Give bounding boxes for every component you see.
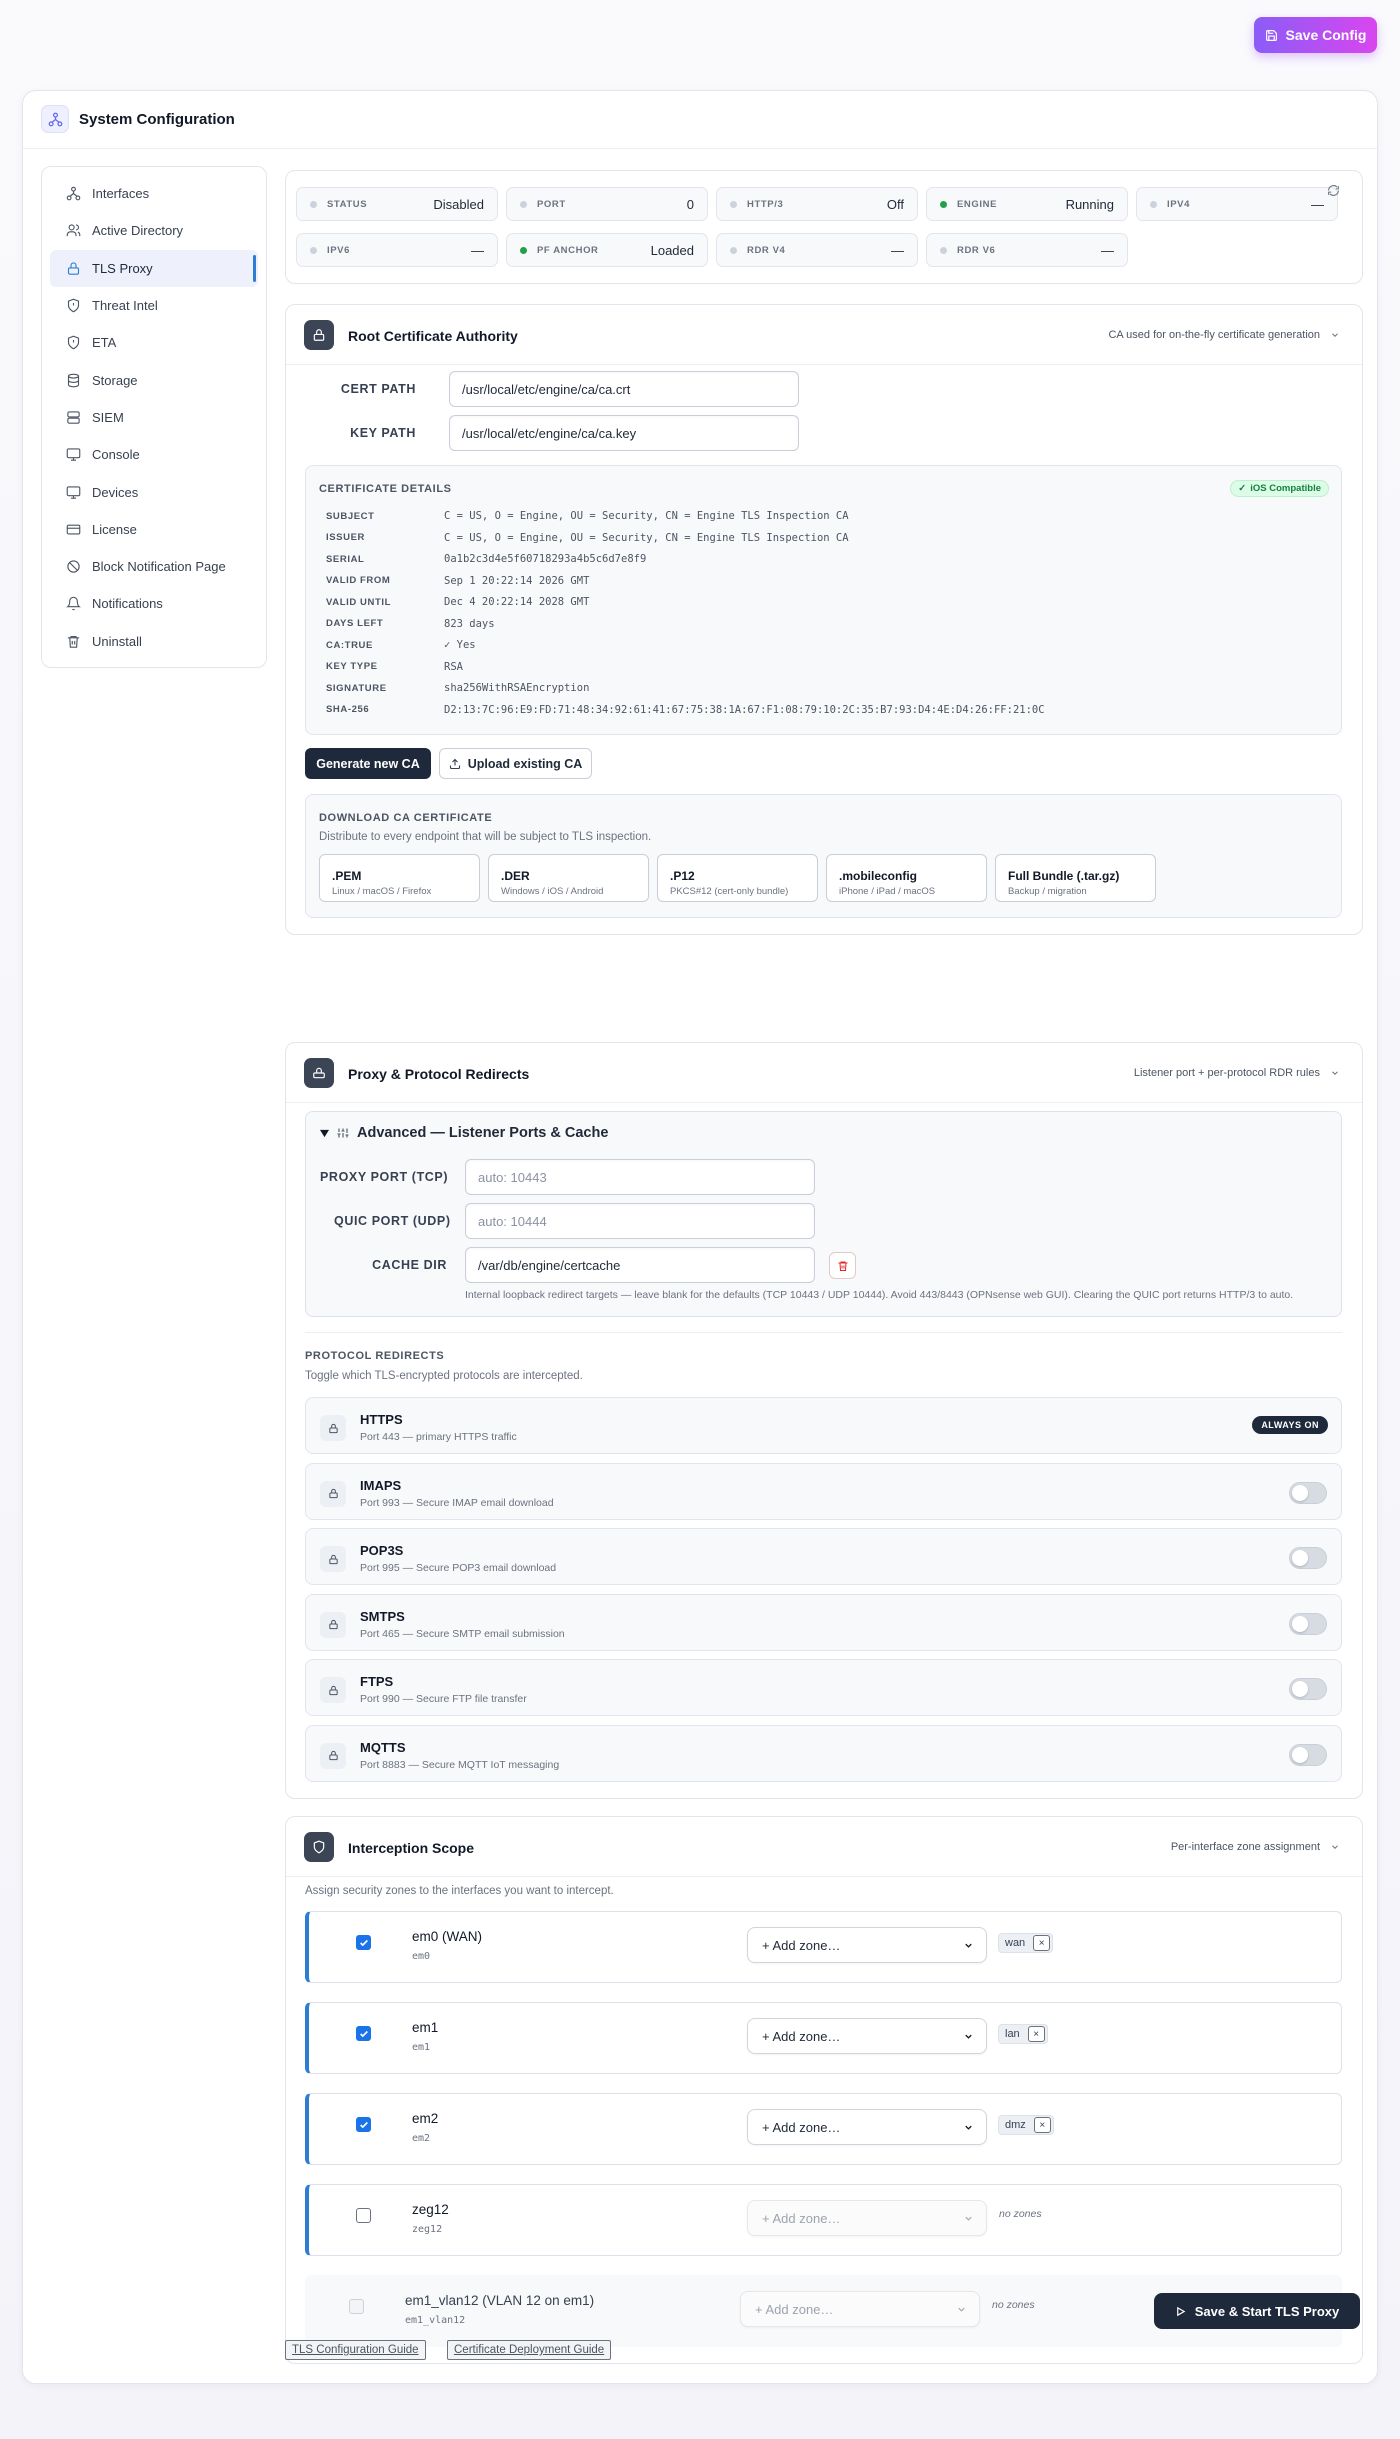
badge-label: iOS Compatible <box>1250 483 1321 494</box>
trash-icon <box>837 1260 849 1272</box>
add-zone-label: + Add zone… <box>762 2028 841 2044</box>
no-zones-text: no zones <box>999 2208 1042 2220</box>
status-dot <box>940 247 947 254</box>
download-platforms: Linux / macOS / Firefox <box>332 886 432 897</box>
cert-detail-row <box>326 528 849 548</box>
detail-value: D2:13:7C:96:E9:FD:71:48:34:92:61:41:67:75:38:1A:67:F1:08:79:10:2C:35:B7:93:D4:4E:D4:26:FF:21:0C <box>444 703 1045 716</box>
save-start-tls-proxy-button[interactable] <box>1154 2293 1360 2329</box>
download-format: .DER <box>501 869 530 883</box>
upload-icon <box>449 758 461 770</box>
download-format: .PEM <box>332 869 362 883</box>
sidebar-item-storage[interactable] <box>50 361 258 398</box>
protocol-row-imaps <box>305 1463 1342 1520</box>
detail-value: C = US, O = Engine, OU = Security, CN = Engine TLS Inspection CA <box>444 531 849 544</box>
zone-tag <box>998 2024 1048 2044</box>
status-value: — <box>1311 196 1324 212</box>
cert-detail-row <box>326 657 463 677</box>
chevron-down-icon[interactable] <box>1330 330 1340 340</box>
zone-tag-label: lan <box>1005 2028 1020 2040</box>
download-bundle-button[interactable] <box>995 854 1156 902</box>
chevron-down-icon[interactable] <box>1330 1842 1340 1852</box>
status-label: IPV4 <box>1167 198 1190 210</box>
upload-ca-label: Upload existing CA <box>467 756 583 771</box>
smtps-toggle[interactable] <box>1289 1613 1327 1635</box>
protocol-row-https <box>305 1397 1342 1454</box>
add-zone-label: + Add zone… <box>762 2119 841 2135</box>
cache-dir-input[interactable] <box>465 1247 815 1283</box>
protocol-description: Port 8883 — Secure MQTT IoT messaging <box>360 1758 560 1771</box>
status-panel <box>285 170 1363 284</box>
section-meta: CA used for on-the-fly certificate generation <box>1108 329 1320 341</box>
sidebar-item-label: Active Directory <box>92 223 184 239</box>
cert-detail-row <box>326 614 495 634</box>
status-dot <box>310 247 317 254</box>
protocol-name: HTTPS <box>360 1412 403 1427</box>
key-path-label: KEY PATH <box>350 426 416 440</box>
chevron-down-icon <box>963 1940 974 1951</box>
lock-icon <box>320 1415 346 1441</box>
sidebar-item-label: Uninstall <box>92 633 142 649</box>
sidebar-item-label: Console <box>92 447 140 463</box>
detail-key: SUBJECT <box>326 510 375 522</box>
status-value: — <box>891 242 904 258</box>
download-format: .P12 <box>670 869 695 883</box>
add-zone-select[interactable] <box>747 2200 987 2236</box>
sidebar-item-label: TLS Proxy <box>92 260 153 276</box>
protocol-redirects-subtitle: Toggle which TLS-encrypted protocols are intercepted. <box>305 1370 583 1382</box>
protocol-redirects-title: PROTOCOL REDIRECTS <box>305 1350 445 1362</box>
download-mobileconfig-button[interactable] <box>826 854 987 902</box>
advanced-toggle[interactable] <box>320 1125 608 1141</box>
sidebar-item-eta[interactable] <box>50 324 258 361</box>
sidebar-item-label: Block Notification Page <box>92 559 226 575</box>
protocol-name: FTPS <box>360 1674 394 1689</box>
zone-tag-label: dmz <box>1005 2119 1026 2131</box>
monitor-icon <box>66 447 81 462</box>
protocol-row-ftps <box>305 1659 1342 1716</box>
chevron-down-icon <box>956 2304 967 2315</box>
cert-detail-row <box>326 549 646 569</box>
sidebar <box>41 166 267 668</box>
status-chip-rdr-v4 <box>716 233 918 267</box>
status-chip-pf-anchor <box>506 233 708 267</box>
detail-value: Sep 1 20:22:14 2026 GMT <box>444 574 590 587</box>
lock-icon <box>66 261 81 276</box>
sidebar-item-notifications[interactable] <box>50 585 258 622</box>
add-zone-label: + Add zone… <box>755 2301 834 2317</box>
protocol-name: IMAPS <box>360 1477 402 1493</box>
protocol-description: Port 465 — Secure SMTP email submission <box>360 1627 565 1640</box>
cert-detail-row <box>326 571 589 591</box>
interface-name: em2 <box>412 2111 439 2126</box>
sidebar-item-tls-proxy[interactable] <box>50 250 258 287</box>
detail-key: SERIAL <box>326 553 365 565</box>
status-label: PORT <box>537 198 566 210</box>
status-label: RDR V4 <box>747 244 786 256</box>
network-icon <box>66 186 81 201</box>
certificate-deployment-guide-link[interactable]: Certificate Deployment Guide <box>447 2340 611 2360</box>
add-zone-label: + Add zone… <box>762 2210 841 2226</box>
protocol-description: Port 443 — primary HTTPS traffic <box>360 1431 517 1443</box>
interface-id: em1_vlan12 <box>405 2315 466 2326</box>
zone-tag-label: wan <box>1005 1937 1026 1949</box>
interface-checkbox[interactable] <box>356 1935 371 1950</box>
key-path-input[interactable] <box>449 415 799 451</box>
chevron-down-icon <box>963 2122 974 2133</box>
cert-path-input[interactable] <box>449 371 799 407</box>
detail-key: VALID FROM <box>326 575 391 586</box>
interface-id: em2 <box>412 2133 431 2144</box>
protocol-name: MQTTS <box>360 1739 406 1755</box>
sliders-icon <box>337 1127 349 1139</box>
no-zones-text: no zones <box>992 2299 1035 2311</box>
status-chip-ipv6 <box>296 233 498 267</box>
interception-scope-section <box>285 1816 1363 2364</box>
interface-id: em1 <box>412 2042 431 2053</box>
status-dot <box>1150 201 1157 208</box>
download-platforms: PKCS#12 (cert-only bundle) <box>670 886 789 897</box>
certificate-details <box>305 465 1342 735</box>
add-zone-select <box>740 2291 980 2327</box>
detail-value: RSA <box>444 660 463 673</box>
save-start-label: Save & Start TLS Proxy <box>1194 2303 1340 2319</box>
status-label: HTTP/3 <box>747 198 784 210</box>
check-icon: ✓ <box>1238 483 1247 494</box>
sidebar-item-label: SIEM <box>92 409 124 425</box>
detail-key: KEY TYPE <box>326 661 378 672</box>
status-dot <box>730 247 737 254</box>
status-chip-status <box>296 187 498 221</box>
sidebar-item-label: Threat Intel <box>92 298 158 314</box>
add-zone-select[interactable] <box>747 2018 987 2054</box>
pop3s-toggle[interactable] <box>1289 1547 1327 1569</box>
proxy-port-label: PROXY PORT (TCP) <box>320 1170 449 1184</box>
status-dot <box>520 201 527 208</box>
protocol-row-mqtts <box>305 1725 1342 1782</box>
add-zone-label: + Add zone… <box>762 1937 841 1953</box>
detail-value: sha256WithRSAEncryption <box>444 682 590 694</box>
shield-icon <box>66 298 81 313</box>
status-dot-ok <box>940 201 947 208</box>
interface-name: em0 (WAN) <box>412 1929 482 1944</box>
status-label: IPV6 <box>327 244 350 256</box>
mqtts-toggle[interactable] <box>1289 1744 1327 1766</box>
server-icon <box>66 410 81 425</box>
status-chip-ipv4 <box>1136 187 1338 221</box>
zone-tag <box>998 2115 1054 2135</box>
cert-detail-row <box>326 700 1045 720</box>
status-value: Off <box>886 196 904 212</box>
add-zone-select[interactable] <box>747 1927 987 1963</box>
cert-detail-row <box>326 506 849 526</box>
interface-row-zeg12 <box>305 2184 1342 2256</box>
detail-value: Dec 4 20:22:14 2028 GMT <box>444 596 590 608</box>
section-title: Proxy & Protocol Redirects <box>348 1066 530 1082</box>
download-subtitle: Distribute to every endpoint that will be subject to TLS inspection. <box>319 831 652 843</box>
remove-zone-button[interactable]: × <box>1034 2117 1051 2133</box>
network-icon <box>41 105 69 133</box>
play-icon <box>1175 2306 1186 2317</box>
ban-icon <box>66 559 81 574</box>
detail-key: SHA-256 <box>326 704 370 715</box>
credit-card-icon <box>66 522 81 537</box>
download-title: DOWNLOAD CA CERTIFICATE <box>319 812 493 824</box>
router-icon <box>304 1058 334 1088</box>
cert-detail-row <box>326 635 476 655</box>
status-dot-ok <box>520 247 527 254</box>
detail-key: DAYS LEFT <box>326 618 384 629</box>
lock-icon <box>320 1743 346 1769</box>
protocol-description: Port 995 — Secure POP3 email download <box>360 1562 557 1574</box>
refresh-icon[interactable] <box>1327 184 1340 197</box>
sidebar-item-siem[interactable] <box>50 399 258 436</box>
sidebar-item-label: Interfaces <box>92 186 150 202</box>
lock-icon <box>304 320 334 350</box>
section-meta: Per-interface zone assignment <box>1170 1841 1320 1853</box>
cert-path-label: CERT PATH <box>340 382 416 396</box>
detail-value: C = US, O = Engine, OU = Security, CN = Engine TLS Inspection CA <box>444 510 849 522</box>
ftps-toggle[interactable] <box>1289 1678 1327 1700</box>
sidebar-item-label: Storage <box>92 372 138 388</box>
zone-tag <box>998 1933 1053 1953</box>
ios-compatible-badge <box>1230 480 1329 497</box>
save-icon <box>1265 29 1278 42</box>
status-value: Disabled <box>433 196 484 212</box>
cert-detail-row <box>326 678 589 698</box>
cache-dir-label: CACHE DIR <box>372 1258 447 1272</box>
interface-checkbox[interactable] <box>356 2117 371 2132</box>
detail-key: SIGNATURE <box>326 682 387 694</box>
triangle-down-icon <box>320 1129 329 1138</box>
tls-configuration-guide-link[interactable]: TLS Configuration Guide <box>285 2340 426 2360</box>
status-label: RDR V6 <box>957 244 996 256</box>
advanced-listener-panel <box>305 1111 1342 1317</box>
download-platforms: Backup / migration <box>1008 886 1087 897</box>
sidebar-item-uninstall[interactable] <box>50 623 258 660</box>
lock-icon <box>320 1546 346 1572</box>
monitor-icon <box>66 485 81 500</box>
upload-ca-button[interactable] <box>439 748 592 779</box>
detail-key: ISSUER <box>326 532 365 543</box>
protocol-row-pop3s <box>305 1528 1342 1585</box>
sidebar-item-threat-intel[interactable] <box>50 287 258 324</box>
interface-name: em1 <box>412 2020 439 2035</box>
protocol-row-smtps <box>305 1594 1342 1651</box>
download-platforms: Windows / iOS / Android <box>501 886 604 897</box>
detail-key: CA:TRUE <box>326 639 373 651</box>
advanced-help-text: Internal loopback redirect targets — leave blank for the defaults (TCP 10443 / UDP 10444). Avoid 443/8443 (OPNsense web GUI). Clearing the QUIC port returns HTTP/3 to auto. <box>465 1289 1294 1301</box>
quic-port-input[interactable] <box>465 1203 815 1239</box>
status-value: — <box>471 242 484 258</box>
sidebar-item-block-notification-page[interactable] <box>50 548 258 585</box>
sidebar-item-label: ETA <box>92 335 117 351</box>
interface-checkbox[interactable] <box>356 2208 371 2223</box>
sidebar-item-console[interactable] <box>50 436 258 473</box>
interface-row-em1 <box>305 2002 1342 2074</box>
protocol-name: POP3S <box>360 1543 404 1558</box>
sidebar-item-license[interactable] <box>50 511 258 548</box>
detail-key: VALID UNTIL <box>326 596 392 608</box>
download-ca-box <box>305 794 1342 918</box>
download-format: Full Bundle (.tar.gz) <box>1008 869 1120 883</box>
interface-checkbox <box>349 2299 364 2314</box>
status-value: Running <box>1065 196 1114 212</box>
status-chip-engine <box>926 187 1128 221</box>
always-on-badge: ALWAYS ON <box>1252 1416 1328 1434</box>
download-p12-button[interactable] <box>657 854 818 902</box>
interface-row-em2 <box>305 2093 1342 2165</box>
section-header[interactable] <box>286 305 1362 365</box>
cert-detail-row <box>326 592 589 612</box>
scope-subtitle: Assign security zones to the interfaces you want to intercept. <box>305 1885 614 1897</box>
advanced-title: Advanced — Listener Ports & Cache <box>357 1125 609 1141</box>
lock-icon <box>320 1677 346 1703</box>
users-icon <box>66 223 81 238</box>
lock-icon <box>320 1481 346 1507</box>
root-ca-section <box>285 304 1363 935</box>
chevron-down-icon <box>963 2031 974 2042</box>
status-value: — <box>1101 242 1114 258</box>
interface-name: zeg12 <box>412 2202 449 2217</box>
sidebar-item-devices[interactable] <box>50 473 258 510</box>
detail-value: 823 days <box>444 617 495 630</box>
divider <box>305 1332 1342 1333</box>
chevron-down-icon[interactable] <box>1330 1068 1340 1078</box>
protocol-description: Port 990 — Secure FTP file transfer <box>360 1693 527 1705</box>
status-dot <box>730 201 737 208</box>
status-label: ENGINE <box>957 198 998 210</box>
status-chip-port <box>506 187 708 221</box>
card-header <box>23 91 1377 149</box>
download-der-button[interactable] <box>488 854 649 902</box>
status-value: Loaded <box>650 242 694 258</box>
remove-zone-button[interactable]: × <box>1033 1935 1050 1951</box>
interface-id: em0 <box>412 1951 431 1962</box>
save-config-label: Save Config <box>1285 27 1367 43</box>
generate-ca-button[interactable]: Generate new CA <box>305 748 431 779</box>
system-configuration-card <box>22 90 1378 2384</box>
interface-name: em1_vlan12 (VLAN 12 on em1) <box>405 2293 595 2308</box>
sidebar-item-interfaces[interactable] <box>50 175 258 212</box>
protocol-name: SMTPS <box>360 1608 405 1624</box>
imaps-toggle[interactable] <box>1289 1482 1327 1504</box>
section-title: Interception Scope <box>348 1840 475 1856</box>
remove-zone-button[interactable]: × <box>1028 2026 1045 2042</box>
chevron-down-icon <box>963 2213 974 2224</box>
add-zone-select[interactable] <box>747 2109 987 2145</box>
status-label: STATUS <box>327 198 368 210</box>
status-dot <box>310 201 317 208</box>
protocol-description: Port 993 — Secure IMAP email download <box>360 1496 554 1509</box>
trash-icon <box>66 634 81 649</box>
detail-value: ✓ Yes <box>444 639 476 651</box>
proxy-port-input[interactable] <box>465 1159 815 1195</box>
sidebar-item-label: Notifications <box>92 596 163 612</box>
shield-icon <box>66 335 81 350</box>
sidebar-item-active-directory[interactable] <box>50 212 258 249</box>
interface-checkbox[interactable] <box>356 2026 371 2041</box>
section-header[interactable] <box>286 1043 1362 1103</box>
status-label: PF ANCHOR <box>537 244 599 256</box>
clear-cache-button[interactable] <box>829 1252 856 1279</box>
sidebar-item-label: Devices <box>92 484 139 500</box>
detail-value: 0a1b2c3d4e5f60718293a4b5c6d7e8f9 <box>444 553 647 565</box>
download-format: .mobileconfig <box>839 869 917 883</box>
quic-port-label: QUIC PORT (UDP) <box>334 1214 451 1228</box>
lock-icon <box>320 1612 346 1638</box>
status-chip-rdr-v6 <box>926 233 1128 267</box>
certificate-details-title: CERTIFICATE DETAILS <box>319 483 452 495</box>
interface-row-em0 <box>305 1911 1342 1983</box>
page-title: System Configuration <box>79 111 235 128</box>
bell-icon <box>66 596 81 611</box>
save-config-button[interactable] <box>1254 17 1377 53</box>
section-header[interactable] <box>286 1817 1362 1877</box>
status-chip-http3 <box>716 187 918 221</box>
proxy-redirects-section <box>285 1042 1363 1799</box>
section-meta: Listener port + per-protocol RDR rules <box>1133 1067 1320 1079</box>
interface-id: zeg12 <box>412 2224 443 2235</box>
download-pem-button[interactable] <box>319 854 480 902</box>
sidebar-item-label: License <box>92 521 137 537</box>
shield-icon <box>304 1832 334 1862</box>
database-icon <box>66 373 81 388</box>
section-title: Root Certificate Authority <box>348 328 518 344</box>
status-value: 0 <box>686 196 694 212</box>
download-platforms: iPhone / iPad / macOS <box>839 886 936 897</box>
